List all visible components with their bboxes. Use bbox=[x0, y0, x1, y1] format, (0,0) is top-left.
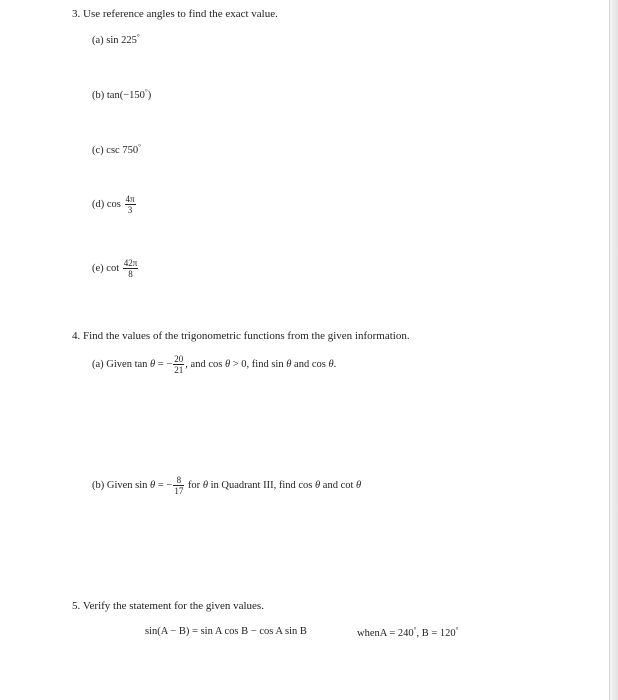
degree-symbol: ° bbox=[138, 143, 141, 151]
q3-part-d-fraction bbox=[125, 194, 136, 215]
fraction-numerator: 20 bbox=[174, 354, 184, 364]
q3-part-d-function: cos bbox=[106, 198, 121, 210]
question-5-text: Verify the statement for the given values. bbox=[82, 600, 264, 612]
theta-symbol: θ bbox=[202, 479, 208, 491]
q4-part-b-given: Given sin bbox=[106, 479, 148, 491]
question-3-heading bbox=[72, 8, 278, 20]
fraction-numerator: 8 bbox=[173, 475, 184, 486]
page-edge bbox=[609, 0, 618, 700]
q3-part-d-label: (d) bbox=[92, 198, 105, 210]
q3-part-a-expression: sin 225 bbox=[106, 35, 137, 46]
q3-part-c-expression: csc 750 bbox=[106, 145, 139, 156]
question-5-number: 5. bbox=[72, 600, 81, 612]
fraction-numerator: 4π bbox=[125, 194, 135, 204]
question-4-heading bbox=[72, 330, 410, 342]
q4-part-a-given: Given tan bbox=[106, 358, 148, 370]
q3-part-e bbox=[92, 258, 139, 279]
q4-part-a-text-1: , and cos bbox=[185, 358, 223, 370]
degree-symbol: ° bbox=[455, 626, 459, 634]
q3-part-c-label: (c) bbox=[92, 145, 104, 156]
q3-part-e-fraction bbox=[123, 258, 139, 279]
degree-symbol: ° bbox=[413, 626, 417, 634]
q5-values bbox=[357, 626, 458, 639]
question-4-number: 4. bbox=[72, 330, 81, 342]
equals-negative: = − bbox=[157, 479, 173, 491]
fraction-denominator: 17 bbox=[174, 486, 184, 496]
question-4-text: Find the values of the trigonometric functions from the given information. bbox=[83, 330, 410, 342]
q3-part-a bbox=[92, 33, 140, 46]
theta-symbol: θ bbox=[150, 358, 156, 370]
fraction-numerator: 42π bbox=[123, 258, 138, 268]
fraction-denominator: 8 bbox=[128, 269, 133, 279]
degree-symbol: ° bbox=[144, 88, 148, 96]
q3-part-b-label: (b) bbox=[92, 90, 105, 101]
q4-part-a-label: (a) bbox=[92, 358, 104, 370]
q3-part-b-close-paren: ) bbox=[147, 90, 152, 101]
q3-part-b-expression: tan(−150 bbox=[106, 90, 145, 101]
degree-symbol: ° bbox=[136, 33, 140, 41]
q4-part-a-text-3: and cos bbox=[294, 358, 326, 370]
fraction-denominator: 21 bbox=[174, 365, 184, 375]
q4-part-b bbox=[92, 475, 361, 496]
q4-part-a-text-2: > 0, find sin bbox=[232, 358, 284, 370]
q3-part-b bbox=[92, 88, 151, 101]
q3-part-a-label: (a) bbox=[92, 35, 104, 46]
fraction-denominator: 3 bbox=[127, 205, 133, 215]
q5-identity-expression: sin(A − B) = sin A cos B − cos A sin B bbox=[145, 626, 307, 637]
theta-symbol: θ bbox=[328, 358, 334, 370]
theta-symbol: θ bbox=[315, 479, 321, 491]
q3-part-d bbox=[92, 194, 137, 215]
q4-part-a bbox=[92, 354, 336, 375]
q5-value-b: , B = 120 bbox=[416, 628, 456, 639]
q3-part-c bbox=[92, 143, 141, 156]
q4-part-b-label: (b) bbox=[92, 479, 105, 491]
q4-part-b-text-3: and cot bbox=[322, 479, 354, 491]
theta-symbol: θ bbox=[150, 479, 156, 491]
equals-negative: = − bbox=[157, 358, 173, 370]
q5-value-a: whenA = 240 bbox=[357, 628, 414, 639]
q4-part-b-text-1: for bbox=[187, 479, 201, 491]
q3-part-e-label: (e) bbox=[92, 262, 104, 274]
q3-part-e-function: cot bbox=[106, 262, 120, 274]
question-5-heading bbox=[72, 600, 264, 612]
question-3-number: 3. bbox=[72, 8, 81, 20]
theta-symbol: θ bbox=[356, 479, 362, 491]
theta-symbol: θ bbox=[286, 358, 292, 370]
q4-part-b-fraction bbox=[173, 475, 184, 496]
q5-identity bbox=[145, 626, 307, 637]
period: . bbox=[333, 358, 337, 370]
q4-part-a-fraction bbox=[173, 354, 184, 375]
q4-part-b-text-2: in Quadrant III, find cos bbox=[210, 479, 313, 491]
theta-symbol: θ bbox=[224, 358, 231, 370]
question-3-text: Use reference angles to find the exact value. bbox=[83, 8, 278, 20]
